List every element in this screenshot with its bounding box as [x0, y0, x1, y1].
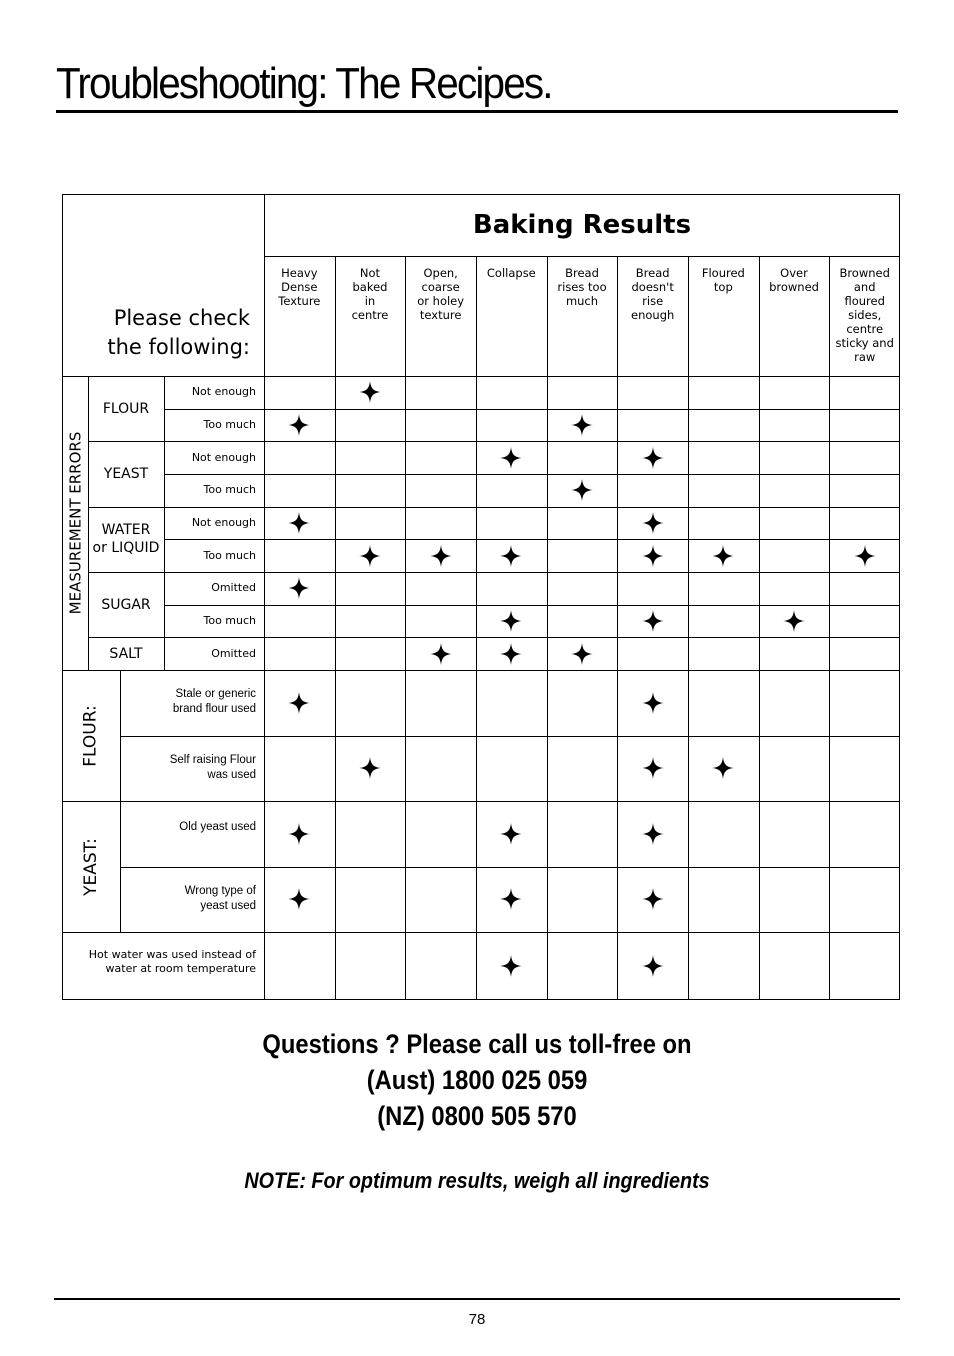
grid-line — [335, 256, 336, 1000]
grid-line — [476, 256, 477, 1000]
grid-line — [829, 256, 830, 1000]
group-label — [62, 670, 120, 801]
star-mark-icon — [288, 577, 310, 599]
star-mark-icon — [430, 545, 452, 567]
condition-label: Stale or generic brand flour used — [172, 688, 256, 716]
star-mark-icon — [642, 447, 664, 469]
star-mark-icon — [500, 823, 522, 845]
grid-line — [688, 256, 689, 1000]
column-header: Browned and floured sides, centre sticky and raw — [835, 266, 894, 364]
star-mark-icon — [288, 823, 310, 845]
star-mark-icon — [571, 643, 593, 665]
star-mark-icon — [500, 545, 522, 567]
star-mark-icon — [500, 888, 522, 910]
please-check-label: Please check the following: — [107, 306, 250, 359]
grid-line — [62, 376, 900, 377]
star-mark-icon — [642, 692, 664, 714]
star-mark-icon — [854, 545, 876, 567]
condition-label: Too much — [203, 614, 256, 628]
star-mark-icon — [288, 414, 310, 436]
star-mark-icon — [642, 757, 664, 779]
star-mark-icon — [642, 823, 664, 845]
grid-line — [164, 409, 900, 410]
star-mark-icon — [500, 447, 522, 469]
grid-line — [759, 256, 760, 1000]
star-mark-icon — [783, 610, 805, 632]
ingredient-label: YEAST — [103, 465, 149, 482]
condition-label: Self raising Flour was used — [169, 753, 256, 781]
star-mark-icon — [288, 888, 310, 910]
grid-line — [88, 507, 900, 508]
ingredient-label: FLOUR — [102, 400, 150, 417]
column-header: Floured top — [701, 266, 745, 294]
grid-line — [62, 801, 900, 802]
troubleshooting-table — [62, 194, 900, 1000]
condition-label: Too much — [203, 548, 256, 562]
grid-line — [164, 539, 900, 540]
group-label-text: FLOUR: — [81, 704, 102, 767]
star-mark-icon — [500, 610, 522, 632]
ingredient-label: WATER or LIQUID — [92, 522, 160, 557]
star-mark-icon — [288, 512, 310, 534]
column-header: Bread rises too much — [557, 266, 607, 308]
condition-label: Omitted — [211, 646, 256, 660]
grid-line — [88, 376, 89, 670]
star-mark-icon — [500, 643, 522, 665]
weigh-note: NOTE: For optimum results, weigh all ingredients — [244, 1168, 710, 1193]
star-mark-icon — [642, 545, 664, 567]
condition-label: Too much — [203, 417, 256, 431]
grid-line — [264, 194, 265, 1000]
condition-label: Not enough — [191, 385, 256, 399]
column-header: Over browned — [769, 266, 819, 294]
page-number: 78 — [468, 1311, 486, 1328]
grid-line — [62, 932, 900, 933]
star-mark-icon — [712, 757, 734, 779]
grid-line — [120, 736, 900, 737]
column-header: Open, coarse or holey texture — [417, 266, 465, 322]
measurement-errors-text: MEASUREMENT ERRORS — [66, 431, 85, 615]
footer-rule — [54, 1298, 900, 1300]
ingredient-label: SUGAR — [101, 596, 151, 613]
measurement-errors-label — [62, 376, 88, 670]
condition-label: Hot water was used instead of water at room temperature — [88, 948, 256, 976]
grid-line — [547, 256, 548, 1000]
star-mark-icon — [359, 381, 381, 403]
condition-label: Wrong type of yeast used — [184, 884, 256, 912]
grid-line — [264, 256, 900, 257]
contact-line-3: (NZ) 0800 505 570 — [377, 1101, 577, 1131]
grid-line — [120, 670, 121, 932]
column-header: Collapse — [486, 266, 536, 280]
column-header: Heavy Dense Texture — [278, 266, 321, 308]
contact-block — [0, 1026, 954, 1134]
star-mark-icon — [642, 888, 664, 910]
condition-label: Not enough — [191, 516, 256, 529]
contact-line-2: (Aust) 1800 025 059 — [366, 1065, 588, 1095]
star-mark-icon — [712, 545, 734, 567]
star-mark-icon — [642, 610, 664, 632]
grid-line — [164, 605, 900, 606]
grid-line — [88, 572, 900, 573]
condition-label: Too much — [203, 483, 256, 497]
column-header: Not baked in centre — [351, 266, 389, 322]
grid-line — [120, 867, 900, 868]
grid-line — [164, 376, 165, 670]
grid-line — [88, 441, 900, 442]
star-mark-icon — [500, 955, 522, 977]
grid-line — [164, 474, 900, 475]
star-mark-icon — [430, 643, 452, 665]
grid-line — [617, 256, 618, 1000]
contact-line-1: Questions ? Please call us toll-free on — [262, 1029, 692, 1059]
group-label — [62, 801, 120, 932]
grid-line — [405, 256, 406, 1000]
star-mark-icon — [288, 692, 310, 714]
grid-line — [62, 670, 900, 671]
star-mark-icon — [571, 479, 593, 501]
star-mark-icon — [359, 545, 381, 567]
condition-label: Not enough — [191, 450, 256, 464]
star-mark-icon — [359, 757, 381, 779]
ingredient-label: SALT — [109, 645, 143, 662]
grid-line — [88, 637, 900, 638]
star-mark-icon — [642, 955, 664, 977]
condition-label: Omitted — [211, 581, 256, 595]
group-label-text: YEAST: — [80, 837, 101, 896]
baking-results-header: Baking Results — [472, 210, 692, 240]
condition-label: Old yeast used — [179, 821, 256, 834]
page-title — [56, 54, 898, 113]
page-title-text: Troubleshooting: The Recipes. — [56, 59, 552, 108]
star-mark-icon — [642, 512, 664, 534]
column-header: Bread doesn't rise enough — [631, 266, 675, 322]
star-mark-icon — [571, 414, 593, 436]
